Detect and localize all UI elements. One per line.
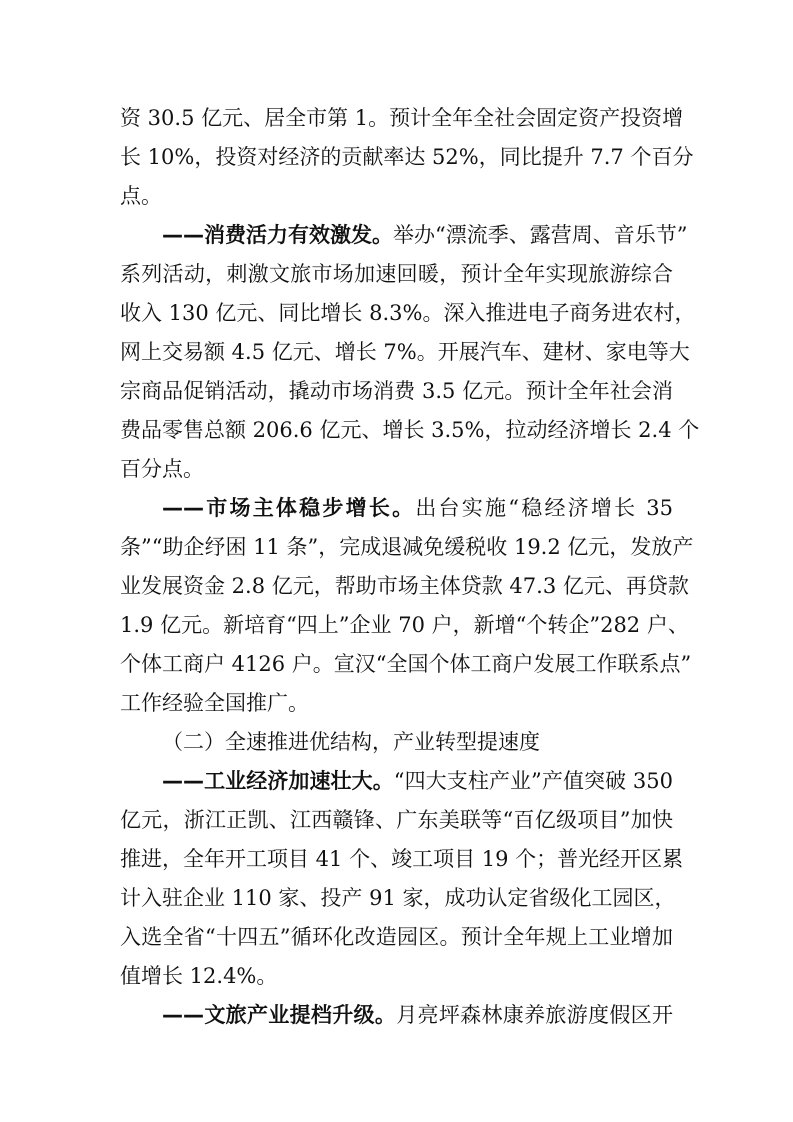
text-span: 举办“漂流季、露营周、音乐节” [393,223,688,247]
text-line: 系列活动，刺激文旅市场加速回暖，预计全年实现旅游综合 [120,262,673,286]
text-line: 网上交易额 4.5 亿元、增长 7%。开展汽车、建材、家电等大 [120,340,690,364]
text-line: 业发展资金 2.8 亿元，帮助市场主体贷款 47.3 亿元、再贷款 [120,574,689,598]
text-line: 工作经验全国推广。 [120,691,309,715]
text-line: 推进，全年开工项目 41 个、竣工项目 19 个；普光经开区累 [120,847,684,871]
text-line: 计入驻企业 110 家、投产 91 家，成功认定省级化工园区， [120,886,676,910]
text-span: 出台实施“稳经济增长 35 [415,496,674,520]
section-lead-bold: ——消费活力有效激发。 [162,223,393,247]
text-line: 收入 130 亿元、同比增长 8.3%。深入推进电子商务进农村， [120,301,696,325]
text-line: 1.9 亿元。新培育“四上”企业 70 户，新增“个转企”282 户、 [120,613,689,637]
text-line: 宗商品促销活动，撬动市场消费 3.5 亿元。预计全年社会消 [120,379,673,403]
text-span: “四大支柱产业”产值突破 350 [393,769,674,793]
text-line: 亿元，浙江正凯、江西赣锋、广东美联等“百亿级项目”加快 [120,808,673,832]
paragraph-lead-line [162,1001,673,1029]
text-line: 入选全省“十四五”循环化改造园区。预计全年规上工业增加 [120,925,673,949]
text-line: 点。 [120,184,162,208]
text-line: 值增长 12.4%。 [120,964,278,988]
text-line: 资 30.5 亿元、居全市第 1。预计全年全社会固定资产投资增 [120,106,684,130]
section-lead-bold: ——工业经济加速壮大。 [162,769,394,793]
paragraph-lead-line [162,494,673,522]
section-lead-bold: ——文旅产业提档升级。 [162,1003,397,1027]
text-line: 百分点。 [120,457,204,481]
section-lead-bold: ——市场主体稳步增长。 [162,496,416,520]
paragraph-lead-line [162,221,688,249]
text-line: 条”“助企纾困 11 条”，完成退减免缓税收 19.2 亿元，发放产 [120,535,694,559]
text-span: 月亮坪森林康养旅游度假区开 [396,1003,674,1027]
text-line: 费品零售总额 206.6 亿元、增长 3.5%，拉动经济增长 2.4 个 [120,418,700,442]
text-line: 长 10%，投资对经济的贡献率达 52%，同比提升 7.7 个百分 [120,145,694,169]
text-line: 个体工商户 4126 户。宣汉“全国个体工商户发展工作联系点” [120,652,692,676]
paragraph-lead-line [162,767,673,795]
section-heading: （二）全速推进优结构，产业转型提速度 [162,730,540,754]
